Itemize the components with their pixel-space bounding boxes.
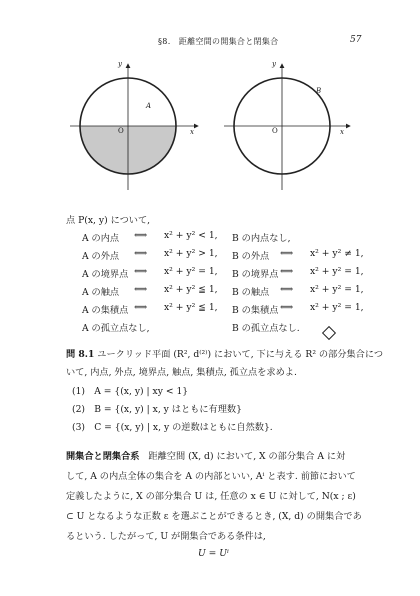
row-left: A の境界点 [82, 269, 129, 280]
para-heading: 開集合と閉集合系 [66, 451, 140, 462]
problem-line-1 [66, 346, 383, 360]
row-rcond: x² + y² = 1, [310, 266, 364, 277]
row-cond: x² + y² ≦ 1, [164, 284, 218, 295]
row-cond: x² + y² ≦ 1, [164, 302, 218, 313]
row-rcond: x² + y² ≠ 1, [310, 248, 364, 259]
para-line-2: して, A の内点全体の集合を A の内部といい, Aⁱ と表す. 前節において [66, 471, 356, 482]
row-cond: x² + y² > 1, [164, 248, 218, 259]
left-y-label: y [118, 60, 122, 68]
intro-text: 点 P(x, y) について, [66, 215, 151, 226]
row-right: B の境界点 [232, 269, 279, 280]
problem-text-1: ユークリッド平面 (R², d⁽²⁾) において, 下に与える R² の部分集合につ [97, 349, 384, 360]
right-x-label: x [340, 128, 344, 136]
problem-item-2: (2) B = {(x, y) | x, y はともに有理数} [72, 404, 242, 415]
row-right: B の集積点 [232, 305, 279, 316]
row-rarrow: ⟺ [280, 284, 294, 295]
left-origin-label: O [118, 127, 124, 135]
row-left: A の孤立点なし, [82, 323, 150, 334]
row-left: A の外点 [82, 251, 120, 262]
problem-item-1: (1) A = {(x, y) | xy < 1} [72, 386, 189, 397]
row-rarrow: ⟺ [280, 248, 294, 259]
row-cond: x² + y² = 1, [164, 266, 218, 277]
left-disk [70, 64, 198, 190]
left-x-label: x [190, 128, 194, 136]
para-line-3: 定義したように, X の部分集合 U は, 任意の x ∈ U に対して, N(x ; ε) [66, 491, 356, 502]
row-right: B の外点 [232, 251, 270, 262]
row-cond: x² + y² < 1, [164, 230, 218, 241]
row-left: A の触点 [82, 287, 120, 298]
left-region-label: A [146, 102, 152, 110]
row-arrow: ⟺ [134, 302, 148, 313]
figure-disks [0, 50, 420, 260]
right-region-label: B [316, 87, 322, 95]
row-arrow: ⟺ [134, 248, 148, 259]
equation-open-set: U = Uⁱ [198, 548, 229, 559]
row-left: A の内点 [82, 233, 120, 244]
page-number: 57 [350, 35, 362, 45]
problem-title: 問 8.1 [66, 349, 95, 360]
row-right: B の孤立点なし. [232, 323, 300, 334]
row-arrow: ⟺ [134, 230, 148, 241]
row-arrow: ⟺ [134, 284, 148, 295]
row-left: A の集積点 [82, 305, 129, 316]
problem-line-2: いて, 内点, 外点, 境界点, 触点, 集積点, 孤立点を求めよ. [66, 367, 297, 378]
problem-item-3: (3) C = {(x, y) | x, y の逆数はともに自然数}. [72, 422, 273, 433]
para-text-1: 距離空間 (X, d) において, X の部分集合 A に対 [148, 451, 346, 462]
right-y-label: y [272, 60, 276, 68]
row-rarrow: ⟺ [280, 302, 294, 313]
row-right: B の内点なし, [232, 233, 291, 244]
para-line-5: るという. したがって, U が開集合である条件は, [66, 531, 266, 542]
running-header: §8. 距離空間の開集合と閉集合 [158, 37, 279, 46]
row-right: B の触点 [232, 287, 270, 298]
para-line-4: ⊂ U となるような正数 ε を選ぶことができるとき, (X, d) の開集合であ [66, 511, 362, 522]
row-rcond: x² + y² = 1, [310, 302, 364, 313]
right-circle [224, 64, 350, 190]
row-rarrow: ⟺ [280, 266, 294, 277]
row-rcond: x² + y² = 1, [310, 284, 364, 295]
row-arrow: ⟺ [134, 266, 148, 277]
end-of-example-icon [318, 322, 334, 341]
para-line-1 [66, 448, 345, 462]
right-origin-label: O [272, 127, 278, 135]
